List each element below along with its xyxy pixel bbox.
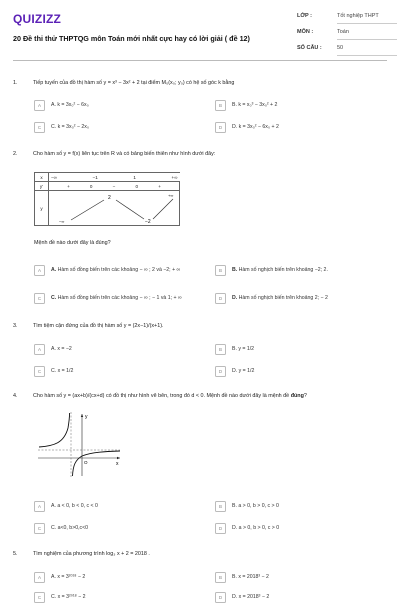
option-b[interactable] <box>215 264 328 276</box>
option-letter: B <box>215 501 226 512</box>
option-text: B. x = 2018³ − 2 <box>232 573 269 580</box>
question-number: 3. <box>13 323 18 329</box>
question-3 <box>13 323 164 329</box>
option-text: B. a > 0, b > 0, c > 0 <box>232 502 279 509</box>
option-text: D. x = 2018³ − 2 <box>232 593 270 600</box>
option-a[interactable] <box>34 343 72 355</box>
option-letter-label: B. <box>232 266 238 273</box>
meta-label: MÔN : <box>297 29 314 35</box>
y-axis-arrow <box>81 414 83 417</box>
question-number: 5. <box>13 551 18 557</box>
option-b[interactable] <box>215 500 279 512</box>
option-a[interactable] <box>34 500 98 512</box>
option-letter: A <box>34 100 45 111</box>
option-c[interactable] <box>34 591 86 603</box>
question-5 <box>13 551 150 557</box>
option-letter: D <box>215 122 226 133</box>
option-text: Hàm số đồng biến trên các khoảng − ∞ ; 2 và −2; + ∞ <box>56 266 181 273</box>
option-b[interactable] <box>215 99 277 111</box>
option-letter-label: C. <box>51 294 57 301</box>
option-d[interactable] <box>215 591 269 603</box>
option-letter: C <box>34 122 45 133</box>
table-cell <box>49 182 180 191</box>
option-a[interactable] <box>34 571 85 583</box>
header-divider <box>13 60 387 61</box>
option-b[interactable] <box>215 343 254 355</box>
arrow-up <box>153 199 173 219</box>
option-d[interactable] <box>215 121 279 133</box>
option-text: C. a<0, b>0,c<0 <box>51 524 89 531</box>
option-text: D. a > 0, b > 0, c > 0 <box>232 524 280 531</box>
option-c[interactable] <box>34 365 73 377</box>
option-d[interactable] <box>215 365 254 377</box>
table-cell <box>49 173 180 182</box>
question-1 <box>13 80 234 86</box>
option-letter: A <box>34 572 45 583</box>
table-cell: x <box>35 173 49 182</box>
option-text: B. y = 1/2 <box>232 345 255 352</box>
question-text: Tìm tiệm cận đứng của đồ thị hàm số y = (2x−1)/(x+1). <box>33 323 164 329</box>
curve-right-branch <box>73 451 121 476</box>
x-axis-label: x <box>116 461 119 467</box>
variation-arrows <box>49 191 179 225</box>
brand-logo: QUIZIZZ <box>13 12 62 26</box>
table-cell: y <box>35 191 49 226</box>
document-title: 20 Đề thi thử THPTQG môn Toán mới nhất cực hay có lời giải ( đề 12) <box>13 34 250 43</box>
question-number: 4. <box>13 393 18 399</box>
option-text: A. x = 3²⁰¹⁸ − 2 <box>51 573 86 580</box>
option-text: Hàm số nghịch biến trên khoảng 2; − 2 <box>237 294 328 301</box>
question-number: 1. <box>13 80 18 86</box>
value-label: −2 <box>145 219 151 225</box>
option-c[interactable] <box>34 522 88 534</box>
meta-value: Toán <box>337 29 397 40</box>
option-letter: B <box>215 265 226 276</box>
option-a[interactable] <box>34 99 89 111</box>
question-followup: Mệnh đề nào dưới đây là đúng? <box>34 240 111 246</box>
option-text: A. a < 0, b < 0, c < 0 <box>51 502 98 509</box>
question-number: 2. <box>13 151 18 157</box>
question-emphasis: đúng <box>290 393 304 399</box>
curve-left-branch <box>39 413 70 447</box>
option-letter: C <box>34 523 45 534</box>
question-2 <box>13 151 215 157</box>
option-c[interactable] <box>34 290 204 306</box>
table-cell: y' <box>35 182 49 191</box>
question-text: Cho hàm số y = f(x) liên tục trên R và có bảng biến thiên như hình dưới đây: <box>33 151 216 157</box>
table-cell: + <box>67 183 70 189</box>
option-text: B. k = x₀³ − 3x₀² + 2 <box>232 101 278 108</box>
option-letter: B <box>215 572 226 583</box>
option-text: Hàm số đồng biến trên các khoảng − ∞ ; − 1 và 1; + ∞ <box>56 294 182 301</box>
option-text: A. k = 3x₀² − 6x₀ <box>51 101 89 108</box>
meta-value: Tốt nghiệp THPT <box>337 13 397 24</box>
meta-label: LỚP : <box>297 13 312 19</box>
option-letter: D <box>215 293 226 304</box>
meta-panel <box>297 13 397 61</box>
option-text: D. y = 1/2 <box>232 367 255 374</box>
option-text: A. x = −2 <box>51 345 72 352</box>
option-letter: D <box>215 592 226 603</box>
option-letter: C <box>34 592 45 603</box>
option-letter: D <box>215 523 226 534</box>
option-letter: C <box>34 366 45 377</box>
option-letter-label: A. <box>51 266 57 273</box>
y-axis-label: y <box>85 414 88 420</box>
variation-table <box>34 172 180 226</box>
question-text-end: ? <box>303 393 307 399</box>
origin-label: O <box>84 460 88 465</box>
question-text: Tìm nghiệm của phương trình log₃ x + 2 = 2018 . <box>33 551 150 557</box>
question-4 <box>13 393 307 399</box>
function-graph <box>34 410 124 480</box>
option-text: D. k = 3x₀² − 6x₀ + 2 <box>232 123 279 130</box>
option-letter: A <box>34 265 45 276</box>
option-letter: D <box>215 366 226 377</box>
meta-row-class <box>297 13 397 29</box>
option-letter: A <box>34 344 45 355</box>
table-cell: −1 <box>92 174 98 180</box>
meta-row-count <box>297 45 397 61</box>
option-letter-label: D. <box>232 294 238 301</box>
table-cell: 0 <box>89 183 93 189</box>
meta-row-subject <box>297 29 397 45</box>
value-label: 2 <box>108 195 111 201</box>
table-cell: +∞ <box>171 174 178 180</box>
option-letter: B <box>215 344 226 355</box>
option-letter: A <box>34 501 45 512</box>
option-a[interactable] <box>34 262 204 278</box>
value-label: −∞ <box>59 219 65 224</box>
value-label: +∞ <box>168 193 174 198</box>
option-c[interactable] <box>34 121 89 133</box>
option-text: Hàm số nghịch biến trên khoảng −2; 2. <box>237 266 328 273</box>
option-letter: B <box>215 100 226 111</box>
table-cell: 0 <box>135 183 139 189</box>
option-d[interactable] <box>215 522 279 534</box>
meta-value: 50 <box>337 45 397 56</box>
table-cell <box>49 191 180 226</box>
arrow-down <box>116 200 144 219</box>
option-text: C. x = 3²⁰¹⁸ − 2 <box>51 593 86 600</box>
x-axis-arrow <box>117 457 120 459</box>
question-text: Cho hàm số y = (ax+b)/(cx+d) có đồ thị như hình vẽ bên, trong đó d < 0. Mệnh đề nào dưới đây là mệnh đề <box>33 393 291 399</box>
option-b[interactable] <box>215 571 269 583</box>
table-cell: 1 <box>133 174 136 180</box>
option-text: C. k = 3x₀² − 2x₀ <box>51 123 90 130</box>
table-cell: −∞ <box>51 174 57 180</box>
option-letter: C <box>34 293 45 304</box>
table-cell: − <box>112 183 116 189</box>
option-d[interactable] <box>215 292 328 304</box>
arrow-up <box>71 200 104 220</box>
meta-label: SỐ CÂU : <box>297 45 322 51</box>
option-text: C. x = 1/2 <box>51 367 74 374</box>
table-cell: + <box>158 183 161 189</box>
question-text: Tiếp tuyến của đồ thị hàm số y = x³ − 3x² + 2 tại điểm M₀(x₀; y₀) có hệ số góc k bằng <box>33 80 235 86</box>
